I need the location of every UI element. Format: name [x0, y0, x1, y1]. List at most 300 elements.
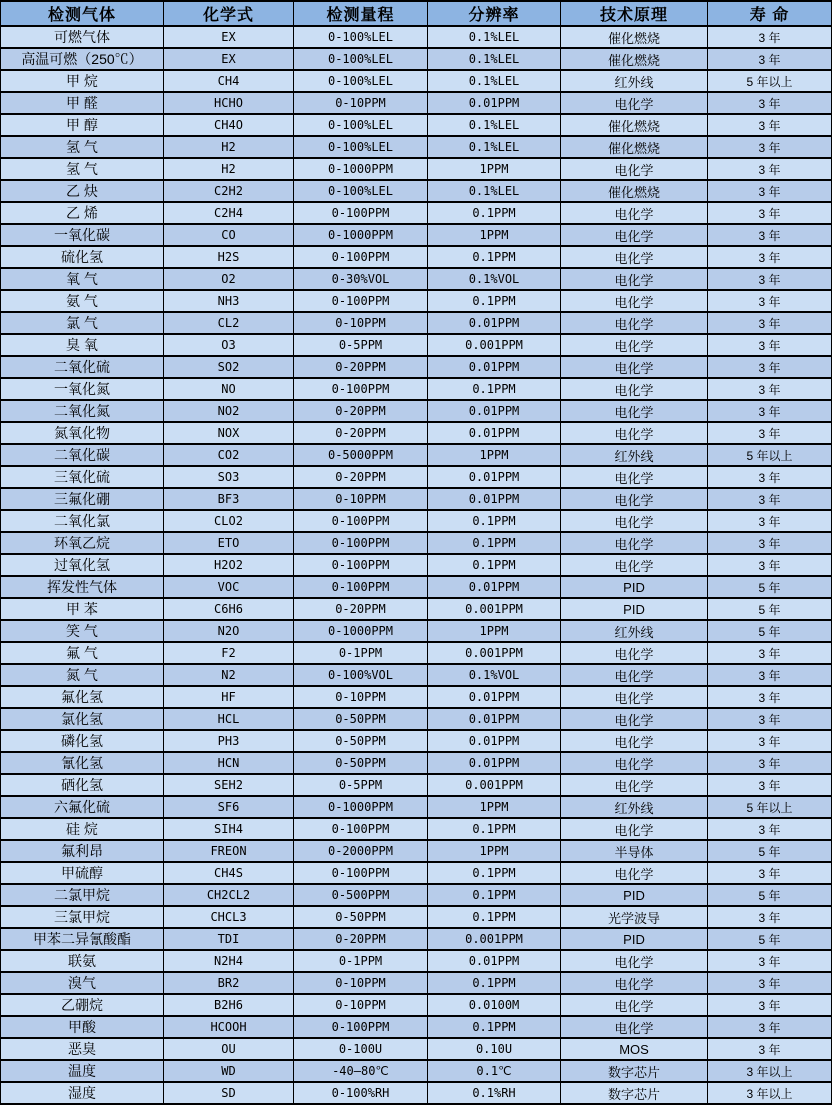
range-cell: 0-1000PPM — [294, 620, 428, 642]
principle-cell: 电化学 — [561, 532, 708, 554]
formula-cell: SO3 — [164, 466, 294, 488]
gas-name-cell: 可燃气体 — [1, 26, 164, 48]
resolution-cell: 0.01PPM — [428, 686, 561, 708]
principle-cell: 电化学 — [561, 334, 708, 356]
gas-name-cell: 氰化氢 — [1, 752, 164, 774]
table-row — [1, 48, 832, 70]
range-cell: 0-50PPM — [294, 752, 428, 774]
lifespan-cell: 3 年 — [708, 818, 832, 840]
table-row — [1, 466, 832, 488]
range-cell: 0-10PPM — [294, 686, 428, 708]
table-row — [1, 950, 832, 972]
formula-cell: ETO — [164, 532, 294, 554]
range-cell: 0-100PPM — [294, 378, 428, 400]
lifespan-cell: 3 年 — [708, 664, 832, 686]
table-row — [1, 378, 832, 400]
resolution-cell: 0.1PPM — [428, 290, 561, 312]
header-cell-formula: 化学式 — [164, 1, 294, 26]
lifespan-cell: 3 年 — [708, 268, 832, 290]
range-cell: 0-100PPM — [294, 576, 428, 598]
resolution-cell: 0.001PPM — [428, 334, 561, 356]
principle-cell: 电化学 — [561, 774, 708, 796]
table-row — [1, 840, 832, 862]
range-cell: 0-100PPM — [294, 1016, 428, 1038]
resolution-cell: 0.01PPM — [428, 400, 561, 422]
lifespan-cell: 3 年 — [708, 312, 832, 334]
formula-cell: N2 — [164, 664, 294, 686]
table-row — [1, 752, 832, 774]
gas-name-cell: 二氧化碳 — [1, 444, 164, 466]
resolution-cell: 0.1PPM — [428, 862, 561, 884]
principle-cell: 数字芯片 — [561, 1060, 708, 1082]
table-row — [1, 268, 832, 290]
gas-name-cell: 硅 烷 — [1, 818, 164, 840]
range-cell: 0-100%LEL — [294, 114, 428, 136]
gas-name-cell: 二氧化硫 — [1, 356, 164, 378]
principle-cell: 电化学 — [561, 972, 708, 994]
formula-cell: FREON — [164, 840, 294, 862]
formula-cell: CO2 — [164, 444, 294, 466]
formula-cell: CH4O — [164, 114, 294, 136]
range-cell: 0-20PPM — [294, 466, 428, 488]
lifespan-cell: 5 年 — [708, 620, 832, 642]
formula-cell: HCHO — [164, 92, 294, 114]
resolution-cell: 0.01PPM — [428, 312, 561, 334]
formula-cell: SO2 — [164, 356, 294, 378]
lifespan-cell: 3 年 — [708, 532, 832, 554]
gas-name-cell: 三氯甲烷 — [1, 906, 164, 928]
resolution-cell: 0.1PPM — [428, 510, 561, 532]
principle-cell: 红外线 — [561, 796, 708, 818]
resolution-cell: 0.1PPM — [428, 532, 561, 554]
formula-cell: HCOOH — [164, 1016, 294, 1038]
principle-cell: 电化学 — [561, 862, 708, 884]
resolution-cell: 0.1PPM — [428, 818, 561, 840]
table-row — [1, 158, 832, 180]
formula-cell: SIH4 — [164, 818, 294, 840]
formula-cell: HCN — [164, 752, 294, 774]
resolution-cell: 1PPM — [428, 840, 561, 862]
table-row — [1, 202, 832, 224]
table-row — [1, 620, 832, 642]
header-row — [1, 1, 832, 26]
lifespan-cell: 5 年以上 — [708, 796, 832, 818]
resolution-cell: 0.1PPM — [428, 972, 561, 994]
gas-name-cell: 氟 气 — [1, 642, 164, 664]
gas-name-cell: 三氧化硫 — [1, 466, 164, 488]
formula-cell: VOC — [164, 576, 294, 598]
principle-cell: 电化学 — [561, 224, 708, 246]
formula-cell: PH3 — [164, 730, 294, 752]
resolution-cell: 1PPM — [428, 444, 561, 466]
gas-name-cell: 磷化氢 — [1, 730, 164, 752]
principle-cell: PID — [561, 598, 708, 620]
lifespan-cell: 3 年 — [708, 246, 832, 268]
principle-cell: 电化学 — [561, 686, 708, 708]
principle-cell: 电化学 — [561, 466, 708, 488]
lifespan-cell: 3 年 — [708, 972, 832, 994]
formula-cell: SF6 — [164, 796, 294, 818]
gas-name-cell: 氯化氢 — [1, 708, 164, 730]
resolution-cell: 0.01PPM — [428, 422, 561, 444]
gas-name-cell: 温度 — [1, 1060, 164, 1082]
formula-cell: H2 — [164, 136, 294, 158]
range-cell: 0-100%LEL — [294, 180, 428, 202]
range-cell: 0-100PPM — [294, 246, 428, 268]
lifespan-cell: 5 年 — [708, 928, 832, 950]
formula-cell: CH4 — [164, 70, 294, 92]
formula-cell: TDI — [164, 928, 294, 950]
gas-name-cell: 联氨 — [1, 950, 164, 972]
formula-cell: C6H6 — [164, 598, 294, 620]
table-row — [1, 136, 832, 158]
table-row — [1, 906, 832, 928]
formula-cell: O3 — [164, 334, 294, 356]
formula-cell: B2H6 — [164, 994, 294, 1016]
gas-name-cell: 氮 气 — [1, 664, 164, 686]
resolution-cell: 0.1%LEL — [428, 114, 561, 136]
formula-cell: WD — [164, 1060, 294, 1082]
lifespan-cell: 3 年 — [708, 180, 832, 202]
principle-cell: 电化学 — [561, 400, 708, 422]
table-row — [1, 290, 832, 312]
gas-name-cell: 甲 苯 — [1, 598, 164, 620]
gas-name-cell: 氢 气 — [1, 136, 164, 158]
range-cell: 0-30%VOL — [294, 268, 428, 290]
formula-cell: N2O — [164, 620, 294, 642]
gas-name-cell: 恶臭 — [1, 1038, 164, 1060]
table-row — [1, 554, 832, 576]
resolution-cell: 0.01PPM — [428, 488, 561, 510]
lifespan-cell: 3 年 — [708, 422, 832, 444]
gas-name-cell: 乙 烯 — [1, 202, 164, 224]
formula-cell: EX — [164, 48, 294, 70]
table-row — [1, 642, 832, 664]
range-cell: -40—80℃ — [294, 1060, 428, 1082]
range-cell: 0-100%LEL — [294, 70, 428, 92]
principle-cell: MOS — [561, 1038, 708, 1060]
table-row — [1, 598, 832, 620]
resolution-cell: 0.001PPM — [428, 928, 561, 950]
principle-cell: 电化学 — [561, 246, 708, 268]
lifespan-cell: 5 年 — [708, 576, 832, 598]
table-row — [1, 884, 832, 906]
lifespan-cell: 3 年 — [708, 686, 832, 708]
gas-name-cell: 甲 醛 — [1, 92, 164, 114]
gas-name-cell: 臭 氧 — [1, 334, 164, 356]
lifespan-cell: 5 年 — [708, 884, 832, 906]
resolution-cell: 0.001PPM — [428, 642, 561, 664]
gas-name-cell: 硒化氢 — [1, 774, 164, 796]
range-cell: 0-1PPM — [294, 642, 428, 664]
gas-name-cell: 一氧化碳 — [1, 224, 164, 246]
table-row — [1, 246, 832, 268]
range-cell: 0-2000PPM — [294, 840, 428, 862]
range-cell: 0-100%LEL — [294, 48, 428, 70]
formula-cell: HCL — [164, 708, 294, 730]
principle-cell: 红外线 — [561, 444, 708, 466]
lifespan-cell: 3 年 — [708, 906, 832, 928]
lifespan-cell: 3 年 — [708, 202, 832, 224]
resolution-cell: 0.1PPM — [428, 554, 561, 576]
principle-cell: 催化燃烧 — [561, 26, 708, 48]
resolution-cell: 1PPM — [428, 224, 561, 246]
formula-cell: NO — [164, 378, 294, 400]
table-header — [1, 1, 832, 26]
principle-cell: 电化学 — [561, 422, 708, 444]
table-row — [1, 1016, 832, 1038]
gas-name-cell: 三氟化硼 — [1, 488, 164, 510]
range-cell: 0-5000PPM — [294, 444, 428, 466]
gas-name-cell: 高温可燃（250℃） — [1, 48, 164, 70]
formula-cell: BF3 — [164, 488, 294, 510]
principle-cell: 半导体 — [561, 840, 708, 862]
lifespan-cell: 5 年 — [708, 598, 832, 620]
table-row — [1, 576, 832, 598]
resolution-cell: 0.01PPM — [428, 730, 561, 752]
gas-name-cell: 笑 气 — [1, 620, 164, 642]
table-row — [1, 972, 832, 994]
principle-cell: 催化燃烧 — [561, 136, 708, 158]
resolution-cell: 0.0100M — [428, 994, 561, 1016]
table-row — [1, 664, 832, 686]
principle-cell: PID — [561, 576, 708, 598]
range-cell: 0-20PPM — [294, 598, 428, 620]
principle-cell: 电化学 — [561, 510, 708, 532]
resolution-cell: 0.1%LEL — [428, 26, 561, 48]
gas-name-cell: 二氯甲烷 — [1, 884, 164, 906]
principle-cell: 电化学 — [561, 356, 708, 378]
principle-cell: 电化学 — [561, 158, 708, 180]
principle-cell: 光学波导 — [561, 906, 708, 928]
principle-cell: 电化学 — [561, 752, 708, 774]
table-row — [1, 70, 832, 92]
header-cell-lifespan: 寿 命 — [708, 1, 832, 26]
resolution-cell: 0.001PPM — [428, 598, 561, 620]
table-row — [1, 818, 832, 840]
table-row — [1, 708, 832, 730]
header-cell-range: 检测量程 — [294, 1, 428, 26]
gas-name-cell: 氨 气 — [1, 290, 164, 312]
table-row — [1, 774, 832, 796]
range-cell: 0-20PPM — [294, 928, 428, 950]
formula-cell: H2O2 — [164, 554, 294, 576]
range-cell: 0-100%VOL — [294, 664, 428, 686]
range-cell: 0-1000PPM — [294, 224, 428, 246]
lifespan-cell: 3 年 — [708, 334, 832, 356]
resolution-cell: 0.1%VOL — [428, 268, 561, 290]
principle-cell: 电化学 — [561, 202, 708, 224]
resolution-cell: 0.001PPM — [428, 774, 561, 796]
gas-name-cell: 甲硫醇 — [1, 862, 164, 884]
range-cell: 0-50PPM — [294, 730, 428, 752]
formula-cell: NO2 — [164, 400, 294, 422]
formula-cell: CH4S — [164, 862, 294, 884]
table-row — [1, 224, 832, 246]
range-cell: 0-100%LEL — [294, 136, 428, 158]
table-row — [1, 114, 832, 136]
gas-name-cell: 甲酸 — [1, 1016, 164, 1038]
range-cell: 0-20PPM — [294, 422, 428, 444]
resolution-cell: 0.01PPM — [428, 752, 561, 774]
range-cell: 0-10PPM — [294, 972, 428, 994]
table-row — [1, 510, 832, 532]
gas-name-cell: 挥发性气体 — [1, 576, 164, 598]
gas-name-cell: 氢 气 — [1, 158, 164, 180]
range-cell: 0-100%RH — [294, 1082, 428, 1104]
gas-name-cell: 乙硼烷 — [1, 994, 164, 1016]
gas-name-cell: 氯 气 — [1, 312, 164, 334]
gas-name-cell: 一氧化氮 — [1, 378, 164, 400]
formula-cell: CLO2 — [164, 510, 294, 532]
range-cell: 0-5PPM — [294, 774, 428, 796]
principle-cell: 电化学 — [561, 730, 708, 752]
table-row — [1, 422, 832, 444]
principle-cell: 电化学 — [561, 664, 708, 686]
gas-name-cell: 氟利昂 — [1, 840, 164, 862]
lifespan-cell: 3 年 — [708, 136, 832, 158]
gas-name-cell: 乙 炔 — [1, 180, 164, 202]
range-cell: 0-100PPM — [294, 862, 428, 884]
principle-cell: 电化学 — [561, 950, 708, 972]
principle-cell: 电化学 — [561, 554, 708, 576]
resolution-cell: 1PPM — [428, 796, 561, 818]
table-row — [1, 488, 832, 510]
resolution-cell: 0.01PPM — [428, 92, 561, 114]
table-row — [1, 444, 832, 466]
principle-cell: 电化学 — [561, 818, 708, 840]
table-row — [1, 862, 832, 884]
range-cell: 0-50PPM — [294, 708, 428, 730]
resolution-cell: 0.1PPM — [428, 378, 561, 400]
principle-cell: 电化学 — [561, 708, 708, 730]
range-cell: 0-20PPM — [294, 356, 428, 378]
lifespan-cell: 3 年 — [708, 224, 832, 246]
gas-name-cell: 硫化氢 — [1, 246, 164, 268]
formula-cell: OU — [164, 1038, 294, 1060]
table-row — [1, 312, 832, 334]
range-cell: 0-100PPM — [294, 510, 428, 532]
range-cell: 0-100U — [294, 1038, 428, 1060]
formula-cell: N2H4 — [164, 950, 294, 972]
resolution-cell: 0.1PPM — [428, 1016, 561, 1038]
formula-cell: F2 — [164, 642, 294, 664]
range-cell: 0-500PPM — [294, 884, 428, 906]
formula-cell: SD — [164, 1082, 294, 1104]
lifespan-cell: 3 年 — [708, 92, 832, 114]
range-cell: 0-10PPM — [294, 92, 428, 114]
gas-name-cell: 甲 烷 — [1, 70, 164, 92]
resolution-cell: 0.1%LEL — [428, 48, 561, 70]
table-row — [1, 1038, 832, 1060]
principle-cell: PID — [561, 884, 708, 906]
principle-cell: 电化学 — [561, 1016, 708, 1038]
range-cell: 0-1000PPM — [294, 796, 428, 818]
gas-name-cell: 环氧乙烷 — [1, 532, 164, 554]
resolution-cell: 0.1%RH — [428, 1082, 561, 1104]
header-cell-resolution: 分辨率 — [428, 1, 561, 26]
lifespan-cell: 3 年以上 — [708, 1082, 832, 1104]
range-cell: 0-1PPM — [294, 950, 428, 972]
formula-cell: EX — [164, 26, 294, 48]
lifespan-cell: 3 年 — [708, 994, 832, 1016]
formula-cell: CH2CL2 — [164, 884, 294, 906]
resolution-cell: 0.01PPM — [428, 356, 561, 378]
formula-cell: HF — [164, 686, 294, 708]
gas-name-cell: 六氟化硫 — [1, 796, 164, 818]
resolution-cell: 0.1PPM — [428, 884, 561, 906]
range-cell: 0-100PPM — [294, 532, 428, 554]
range-cell: 0-10PPM — [294, 994, 428, 1016]
table-row — [1, 686, 832, 708]
principle-cell: 电化学 — [561, 488, 708, 510]
table-row — [1, 180, 832, 202]
gas-name-cell: 二氧化氯 — [1, 510, 164, 532]
table-row — [1, 1060, 832, 1082]
formula-cell: NH3 — [164, 290, 294, 312]
range-cell: 0-10PPM — [294, 312, 428, 334]
principle-cell: 电化学 — [561, 378, 708, 400]
gas-name-cell: 甲 醇 — [1, 114, 164, 136]
principle-cell: PID — [561, 928, 708, 950]
resolution-cell: 1PPM — [428, 620, 561, 642]
header-cell-principle: 技术原理 — [561, 1, 708, 26]
resolution-cell: 0.01PPM — [428, 708, 561, 730]
header-cell-gas-name: 检测气体 — [1, 1, 164, 26]
lifespan-cell: 3 年 — [708, 774, 832, 796]
lifespan-cell: 5 年以上 — [708, 444, 832, 466]
range-cell: 0-100PPM — [294, 818, 428, 840]
table-row — [1, 928, 832, 950]
range-cell: 0-100PPM — [294, 202, 428, 224]
table-row — [1, 730, 832, 752]
formula-cell: O2 — [164, 268, 294, 290]
table-row — [1, 92, 832, 114]
resolution-cell: 0.1PPM — [428, 246, 561, 268]
lifespan-cell: 3 年 — [708, 400, 832, 422]
formula-cell: C2H2 — [164, 180, 294, 202]
principle-cell: 催化燃烧 — [561, 180, 708, 202]
gas-name-cell: 过氧化氢 — [1, 554, 164, 576]
resolution-cell: 0.01PPM — [428, 466, 561, 488]
resolution-cell: 1PPM — [428, 158, 561, 180]
range-cell: 0-5PPM — [294, 334, 428, 356]
table-body — [1, 26, 832, 1104]
table-row — [1, 1082, 832, 1104]
lifespan-cell: 3 年 — [708, 708, 832, 730]
lifespan-cell: 3 年 — [708, 752, 832, 774]
table-row — [1, 334, 832, 356]
lifespan-cell: 3 年 — [708, 730, 832, 752]
table-row — [1, 796, 832, 818]
resolution-cell: 0.01PPM — [428, 950, 561, 972]
principle-cell: 电化学 — [561, 92, 708, 114]
resolution-cell: 0.1%VOL — [428, 664, 561, 686]
lifespan-cell: 3 年 — [708, 1038, 832, 1060]
gas-name-cell: 甲苯二异氰酸酯 — [1, 928, 164, 950]
lifespan-cell: 3 年以上 — [708, 1060, 832, 1082]
lifespan-cell: 3 年 — [708, 466, 832, 488]
formula-cell: CHCL3 — [164, 906, 294, 928]
resolution-cell: 0.10U — [428, 1038, 561, 1060]
range-cell: 0-20PPM — [294, 400, 428, 422]
formula-cell: CL2 — [164, 312, 294, 334]
principle-cell: 数字芯片 — [561, 1082, 708, 1104]
formula-cell: SEH2 — [164, 774, 294, 796]
resolution-cell: 0.1℃ — [428, 1060, 561, 1082]
lifespan-cell: 5 年 — [708, 840, 832, 862]
range-cell: 0-10PPM — [294, 488, 428, 510]
